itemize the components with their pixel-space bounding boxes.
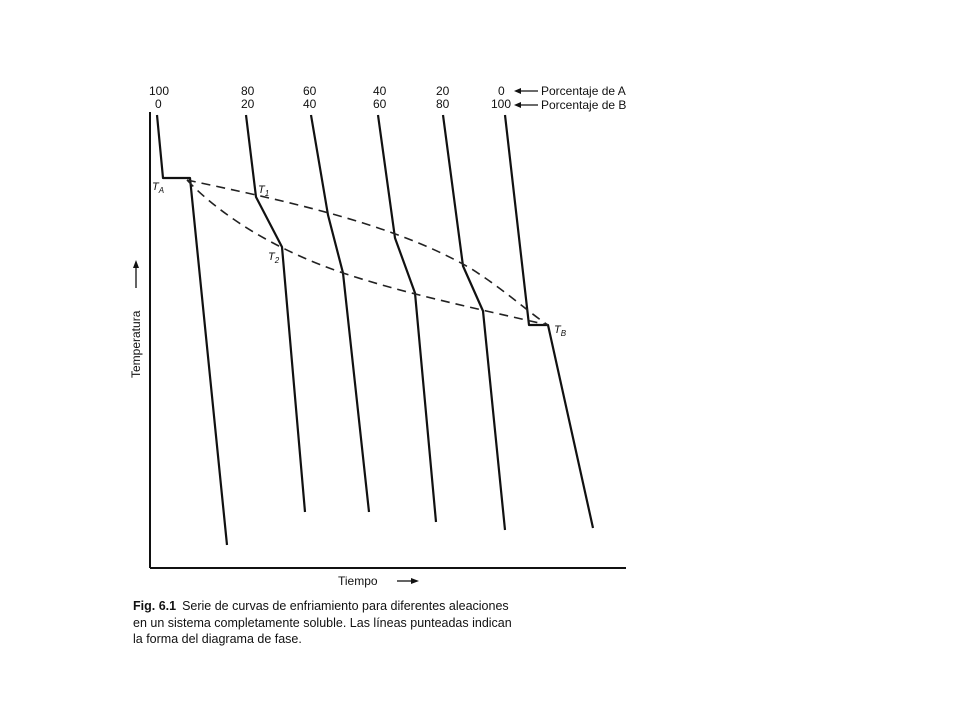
liquidus-dashed-line — [187, 180, 548, 325]
legend-A-text: Porcentaje de A — [541, 84, 626, 98]
composition-labels-B — [155, 97, 511, 111]
label-B-2: 40 — [303, 97, 317, 111]
y-axis-label: Temperatura — [129, 310, 143, 378]
x-axis-label-group — [338, 574, 419, 588]
label-B-1: 20 — [241, 97, 255, 111]
point-TA: $T_A$ — [152, 181, 165, 195]
cooling-curve-80A — [246, 115, 305, 512]
point-T2: $T_2$ — [268, 251, 280, 265]
label-A-3: 40 — [373, 84, 387, 98]
label-B-5: 100 — [491, 97, 512, 111]
y-axis-label-group — [129, 260, 143, 378]
label-A-1: 80 — [241, 84, 255, 98]
label-A-4: 20 — [436, 84, 450, 98]
legend-A — [514, 84, 626, 98]
point-TB: $T_B$ — [554, 324, 567, 338]
cooling-curve-20A — [443, 115, 505, 530]
label-A-5: 0 — [498, 84, 505, 98]
solidus-dashed-line — [187, 180, 548, 325]
x-axis-label: Tiempo — [338, 574, 378, 588]
legend-B — [514, 98, 626, 112]
cooling-curve-40A — [378, 115, 436, 522]
figure-caption-text: Serie de curvas de enfriamiento para diferentes aleaciones en un sistema completamente soluble. Las líneas punteadas indican la forma del diagrama de fase. — [133, 599, 512, 646]
figure-number: Fig. 6.1 — [133, 599, 177, 613]
cooling-curve-0A — [505, 115, 593, 528]
figure-caption — [133, 598, 513, 648]
cooling-curve-100A — [157, 115, 227, 545]
label-A-0: 100 — [149, 84, 170, 98]
point-T1: $T_1$ — [258, 184, 270, 198]
label-A-2: 60 — [303, 84, 317, 98]
cooling-curve-60A — [311, 115, 369, 512]
legend-B-text: Porcentaje de B — [541, 98, 627, 112]
label-B-4: 80 — [436, 97, 450, 111]
composition-labels-A — [149, 84, 505, 98]
label-B-3: 60 — [373, 97, 387, 111]
label-B-0: 0 — [155, 97, 162, 111]
